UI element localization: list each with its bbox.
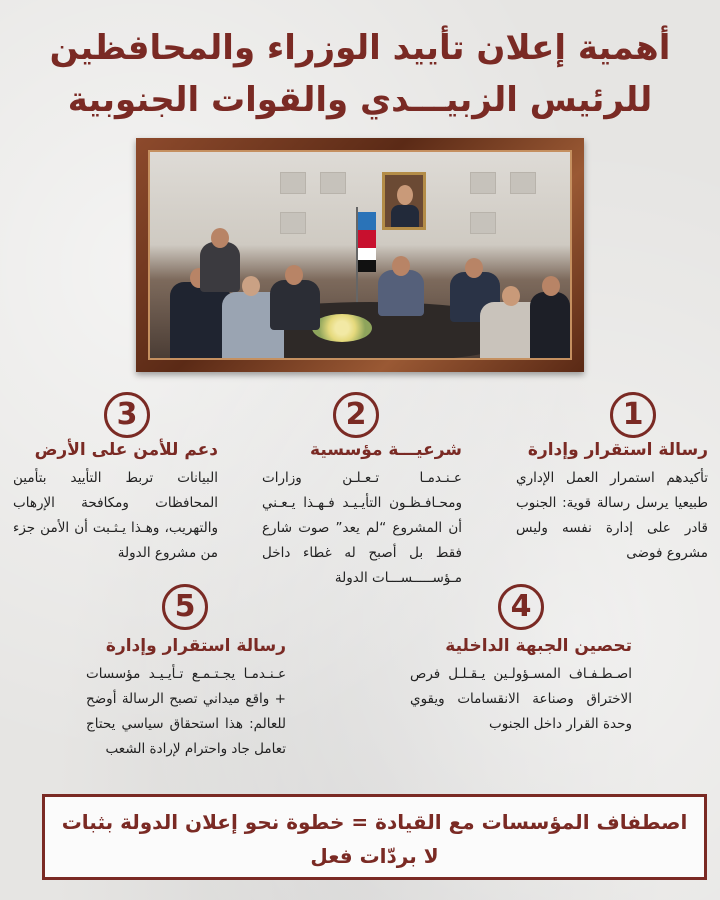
section-3-title: دعم للأمن على الأرض — [34, 440, 218, 460]
wall-tile — [280, 172, 306, 194]
wall-tile — [510, 172, 536, 194]
section-2-title: شرعيـــة مؤسسية — [310, 440, 462, 460]
attendee-center — [378, 270, 424, 316]
section-4-body: اصـطـفـاف المسـؤولـين يـقـلـل فرص الاختراق وصناعة الانقسامات ويقوي وحدة القرار داخل الجنوب — [410, 666, 632, 732]
number-badge-3: 3 — [104, 392, 150, 438]
attendee — [200, 242, 240, 292]
section-2-body: عـنـدمـا تـعـلـن وزارات ومحـافـظـون التأيـيـد فـهـذا يـعـني أن المشروع “لم يعد” صوت شارع فقط بل أصبح له غطاء داخل مـؤســـــســـات الدولة — [262, 470, 462, 586]
number-badge-5: 5 — [162, 584, 208, 630]
number-badge-4: 4 — [498, 584, 544, 630]
wall-tile — [470, 212, 496, 234]
number-badge-1: 1 — [610, 392, 656, 438]
section-4-title: تحصين الجبهة الداخلية — [445, 636, 632, 656]
banner-line-2: لا بردّات فعل — [310, 844, 439, 868]
main-title-line-1: أهمية إعلان تأييد الوزراء والمحافظين — [49, 28, 671, 68]
meeting-photo — [148, 150, 572, 360]
portrait-picture — [382, 172, 426, 230]
conclusion-banner — [42, 794, 707, 880]
flag — [358, 212, 376, 272]
section-1-body: تأكيدهم استمرار العمل الإداري طبيعيا يرسل رسالة قوية: الجنوب قادر على إدارة نفسه وليس مشروع فوضى — [516, 470, 708, 561]
attendee — [530, 292, 570, 360]
wall-tile — [320, 172, 346, 194]
banner-line-1: اصطفاف المؤسسات مع القيادة = خطوة نحو إعلان الدولة بثبات — [61, 810, 688, 834]
flower-centerpiece — [312, 314, 372, 342]
attendee — [170, 282, 230, 360]
section-1-title: رسالة استقرار وإدارة — [527, 440, 708, 460]
number-badge-2: 2 — [333, 392, 379, 438]
main-title-line-2: للرئيس الزبيـــدي والقوات الجنوبية — [67, 80, 653, 120]
attendee — [270, 280, 320, 330]
section-3-body: البيانات تربط التأييد بتأمين المحافظات ومكافحة الإرهاب والتهريب، وهـذا يـثـبت أن الأمن جزء من مشروع الدولة — [13, 470, 218, 561]
section-5-title: رسالة استقرار وإدارة — [105, 636, 286, 656]
wall-tile — [470, 172, 496, 194]
photo-frame — [136, 138, 584, 372]
section-5-body: عـنـدمـا يجـتـمـع تـأيـيـد مؤسسات + واقع ميداني تصبح الرسالة أوضح للعالم: هذا استحقاق سياسي يحتاج تعامل جاد واحترام لإرادة الشعب — [86, 666, 286, 757]
wall-tile — [280, 212, 306, 234]
